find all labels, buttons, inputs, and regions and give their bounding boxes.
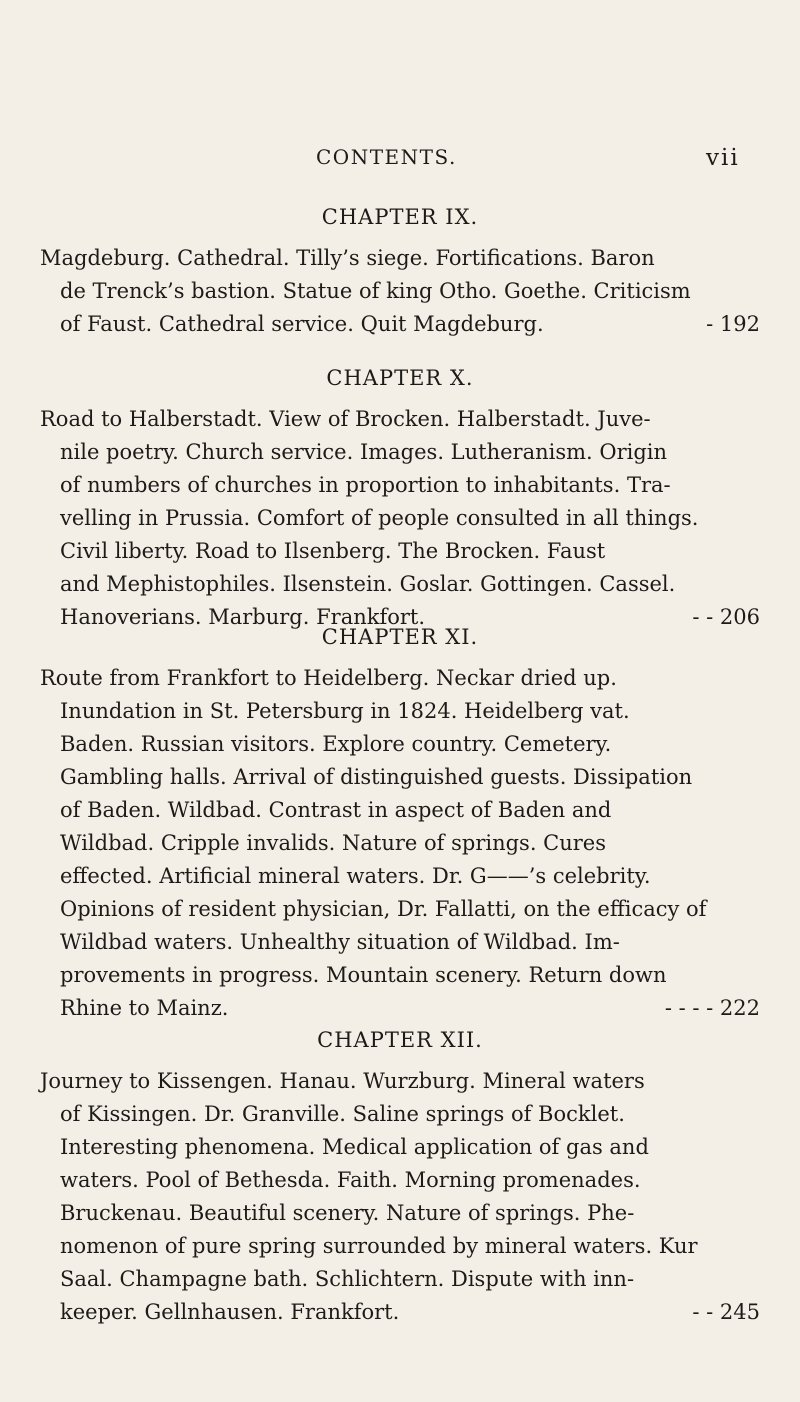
page-reference: - 192 <box>706 312 760 336</box>
summary-line: Journey to Kissengen. Hanau. Wurzburg. Mineral waters <box>40 1069 645 1093</box>
summary-line: of Baden. Wildbad. Contrast in aspect of Baden and <box>60 798 612 822</box>
summary-line: Inundation in St. Petersburg in 1824. Heidelberg vat. <box>60 699 630 723</box>
chapter-title: CHAPTER X. <box>326 366 474 390</box>
summary-line: de Trenck’s bastion. Statue of king Otho. Goethe. Criticism <box>60 279 691 303</box>
summary-line: Civil liberty. Road to Ilsenberg. The Brocken. Faust <box>60 539 606 563</box>
summary-line: nomenon of pure spring surrounded by mineral waters. Kur <box>60 1234 698 1258</box>
summary-line: Hanoverians. Marburg. Frankfort. <box>60 605 426 629</box>
summary-line: provements in progress. Mountain scenery. Return down <box>60 963 667 987</box>
page-reference: - - 245 <box>692 1300 760 1324</box>
summary-line: Interesting phenomena. Medical application of gas and <box>60 1135 649 1159</box>
summary-line: Route from Frankfort to Heidelberg. Neckar dried up. <box>40 666 617 690</box>
summary-line: Gambling halls. Arrival of distinguished guests. Dissipation <box>60 765 693 789</box>
summary-line: Magdeburg. Cathedral. Tilly’s siege. Fortifications. Baron <box>40 246 655 270</box>
summary-line: waters. Pool of Bethesda. Faith. Morning promenades. <box>60 1168 641 1192</box>
summary-line: Road to Halberstadt. View of Brocken. Halberstadt. Juve- <box>40 407 651 431</box>
chapter-title: CHAPTER XII. <box>317 1028 483 1052</box>
summary-last-line <box>40 308 760 341</box>
summary-line: and Mephistophiles. Ilsenstein. Goslar. Gottingen. Cassel. <box>60 572 676 596</box>
summary-line: Rhine to Mainz. <box>60 996 229 1020</box>
chapter-title: CHAPTER XI. <box>321 625 479 649</box>
summary-line: keeper. Gellnhausen. Frankfort. <box>60 1300 400 1324</box>
page-reference: - - - - 222 <box>664 996 760 1020</box>
chapter-summary <box>40 242 760 341</box>
chapter-title: CHAPTER IX. <box>321 205 479 229</box>
chapter-xii-entry <box>40 1025 760 1329</box>
chapter-xi-entry <box>40 622 760 1025</box>
chapter-summary <box>40 403 760 634</box>
summary-line: nile poetry. Church service. Images. Lutheranism. Origin <box>60 440 668 464</box>
chapter-ix-entry <box>40 202 760 341</box>
summary-line: of numbers of churches in proportion to inhabitants. Tra- <box>60 473 671 497</box>
chapter-x-entry <box>40 363 760 634</box>
chapter-summary <box>40 1065 760 1329</box>
running-title: CONTENTS. <box>316 145 457 169</box>
running-head <box>0 145 800 185</box>
summary-line: Baden. Russian visitors. Explore country. Cemetery. <box>60 732 612 756</box>
summary-line: Opinions of resident physician, Dr. Fallatti, on the efficacy of <box>60 897 707 921</box>
summary-last-line <box>40 1296 760 1329</box>
chapter-summary <box>40 662 760 1025</box>
page-number: vii <box>706 145 740 171</box>
summary-line: velling in Prussia. Comfort of people consulted in all things. <box>60 506 699 530</box>
page-reference: - - 206 <box>692 605 760 629</box>
summary-line: Saal. Champagne bath. Schlichtern. Dispute with inn- <box>60 1267 635 1291</box>
summary-line: of Kissingen. Dr. Granville. Saline springs of Bocklet. <box>60 1102 625 1126</box>
summary-line: effected. Artificial mineral waters. Dr. G——’s celebrity. <box>60 864 651 888</box>
summary-line: Bruckenau. Beautiful scenery. Nature of springs. Phe- <box>60 1201 635 1225</box>
summary-line: of Faust. Cathedral service. Quit Magdeburg. <box>60 312 544 336</box>
summary-line: Wildbad. Cripple invalids. Nature of springs. Cures <box>60 831 606 855</box>
summary-line: Wildbad waters. Unhealthy situation of Wildbad. Im- <box>60 930 620 954</box>
summary-last-line <box>40 992 760 1025</box>
